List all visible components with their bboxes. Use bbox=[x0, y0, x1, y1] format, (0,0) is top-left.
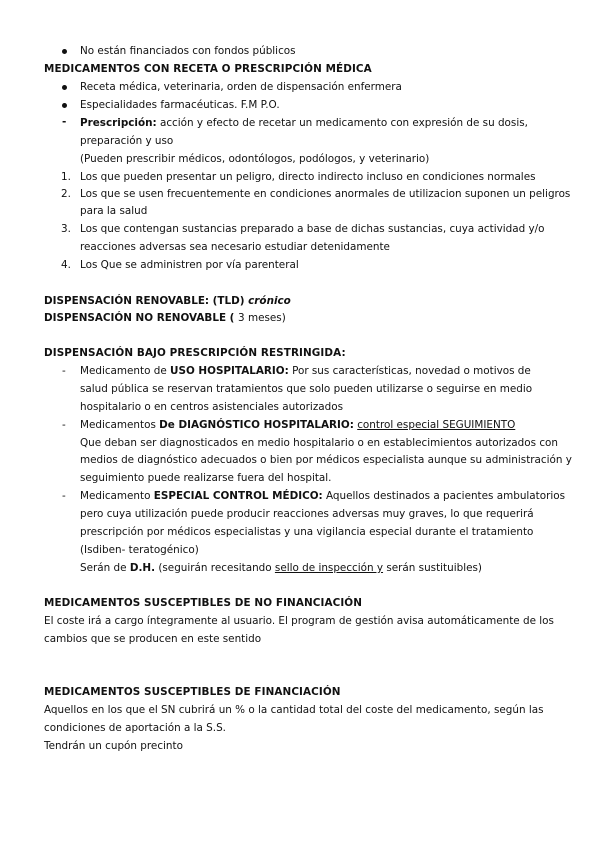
list-number: 1. bbox=[61, 171, 71, 183]
item-title: USO HOSPITALARIO: bbox=[170, 365, 289, 377]
numbered-item: Los que se usen frecuentemente en condiciones anormales de utilizacion suponen un peligros bbox=[80, 188, 571, 200]
item-underlined-text: control especial SEGUIMIENTO bbox=[357, 419, 516, 431]
item-text: Aquellos destinados a pacientes ambulatorios bbox=[322, 490, 566, 502]
note-bold: D.H. bbox=[129, 562, 156, 574]
item-prefix: Medicamento de bbox=[80, 365, 171, 377]
paragraph-line: Aquellos en los que el SN cubrirá un % o la cantidad total del coste del medicamento, según las bbox=[44, 704, 544, 716]
item-prefix: Medicamento bbox=[80, 490, 154, 502]
renovable-note: crónico bbox=[248, 295, 291, 307]
item-title: De DIAGNÓSTICO HOSPITALARIO: bbox=[159, 419, 354, 431]
note-text-end: serán sustituibles) bbox=[383, 562, 482, 574]
no-renovable-note: 3 meses) bbox=[238, 312, 286, 324]
section-heading: MEDICAMENTOS CON RECETA O PRESCRIPCIÓN MÉDICA bbox=[44, 63, 372, 75]
prescripcion-text-cont: preparación y uso bbox=[80, 135, 174, 147]
bullet-item: No están financiados con fondos públicos bbox=[80, 45, 296, 57]
list-number: 2. bbox=[61, 188, 71, 200]
note-underlined: sello de inspección y bbox=[274, 562, 384, 574]
list-number: 3. bbox=[61, 223, 71, 235]
section-heading: DISPENSACIÓN BAJO PRESCRIPCIÓN RESTRINGIDA: bbox=[44, 347, 346, 359]
prescripcion-definition bbox=[80, 116, 528, 130]
restricted-item-note bbox=[80, 561, 482, 575]
dash-marker: - bbox=[62, 116, 67, 128]
restricted-item-cont: medios de diagnóstico adecuados o bien por médicos especialista aunque su administración y bbox=[80, 454, 572, 466]
item-title: ESPECIAL CONTROL MÉDICO: bbox=[153, 490, 323, 502]
dash-marker: - bbox=[62, 365, 66, 377]
numbered-item-cont: reacciones adversas sea necesario estudiar detenidamente bbox=[80, 241, 390, 253]
numbered-item: Los que contengan sustancias preparado a base de dichas sustancias, cuya actividad y/o bbox=[80, 223, 545, 235]
item-prefix: Medicamentos bbox=[80, 419, 160, 431]
list-number: 4. bbox=[61, 259, 71, 271]
restricted-item-cont: seguimiento puede realizarse fuera del hospital. bbox=[80, 472, 332, 484]
restricted-item-cont: salud pública se reservan tratamientos que solo pueden utilizarse o seguirse en medio bbox=[80, 383, 533, 395]
restricted-item-cont: prescripción por médicos especialistas y una vigilancia especial durante el tratamiento bbox=[80, 526, 534, 538]
numbered-item: Los que pueden presentar un peligro, directo indirecto incluso en condiciones normales bbox=[80, 171, 536, 183]
restricted-item bbox=[80, 364, 531, 378]
prescripcion-label: Prescripción: bbox=[80, 117, 157, 129]
no-renovable-line bbox=[44, 311, 286, 325]
paragraph-line: El coste irá a cargo íntegramente al usuario. El program de gestión avisa automáticamente de los bbox=[44, 615, 554, 627]
bullet-dot bbox=[62, 85, 67, 90]
bullet-item: Receta médica, veterinaria, orden de dispensación enfermera bbox=[80, 81, 402, 93]
no-renovable-label: DISPENSACIÓN NO RENOVABLE ( bbox=[44, 312, 239, 324]
prescripcion-note: (Pueden prescribir médicos, odontólogos, podólogos, y veterinario) bbox=[80, 153, 430, 165]
section-heading: MEDICAMENTOS SUSCEPTIBLES DE NO FINANCIACIÓN bbox=[44, 597, 363, 609]
bullet-item: Especialidades farmacéuticas. F.M P.O. bbox=[80, 99, 280, 111]
paragraph-line: Tendrán un cupón precinto bbox=[44, 740, 183, 752]
paragraph-line: cambios que se producen en este sentido bbox=[44, 633, 262, 645]
section-heading: MEDICAMENTOS SUSCEPTIBLES DE FINANCIACIÓN bbox=[44, 686, 341, 698]
numbered-item: Los Que se administren por vía parenteral bbox=[80, 259, 299, 271]
bullet-dot bbox=[62, 49, 67, 54]
restricted-item-cont: pero cuya utilización puede producir reacciones adversas muy graves, lo que requerirá bbox=[80, 508, 534, 520]
restricted-item-cont: (Isdiben- teratogénico) bbox=[80, 544, 199, 556]
restricted-item-cont: hospitalario o en centros asistenciales autorizados bbox=[80, 401, 344, 413]
renovable-label: DISPENSACIÓN RENOVABLE: (TLD) bbox=[44, 295, 249, 307]
bullet-dot bbox=[62, 103, 67, 108]
item-text: Por sus características, novedad o motivos de bbox=[288, 365, 531, 377]
restricted-item bbox=[80, 489, 565, 503]
numbered-item-cont: para la salud bbox=[80, 205, 148, 217]
dash-marker: - bbox=[62, 490, 66, 502]
note-text: (seguirán recesitando bbox=[155, 562, 275, 574]
restricted-item-cont: Que deban ser diagnosticados en medio hospitalario o en establecimientos autorizados con bbox=[80, 437, 558, 449]
renovable-line bbox=[44, 294, 291, 308]
paragraph-line: condiciones de aportación a la S.S. bbox=[44, 722, 226, 734]
restricted-item bbox=[80, 418, 515, 432]
prescripcion-text: acción y efecto de recetar un medicamento con expresión de su dosis, bbox=[156, 117, 528, 129]
dash-marker: - bbox=[62, 419, 66, 431]
note-prefix: Serán de bbox=[80, 562, 130, 574]
